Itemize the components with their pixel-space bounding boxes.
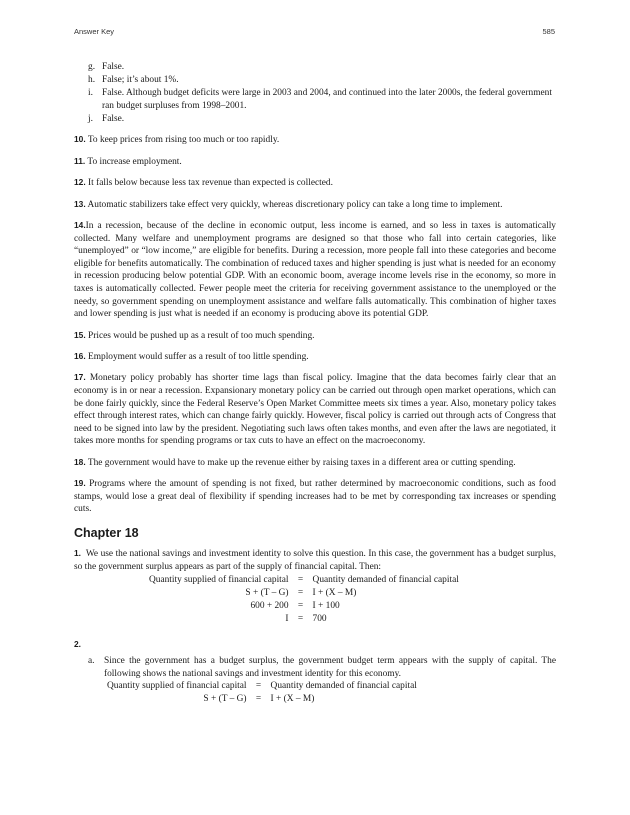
chapter-answer-2 [74,638,556,652]
equation-left: Quantity supplied of financial capital [149,574,289,585]
sub-answer-list [74,61,556,125]
answer-number: 14. [74,220,86,231]
equation-operator: = [297,600,304,611]
answer-17 [74,371,556,448]
sub-answer-text: False; it’s about 1%. [102,75,179,86]
answer-number: 17. [74,372,86,383]
sub-answer-letter: j. [88,113,93,124]
equation-right: Quantity demanded of financial capital [312,574,459,585]
answer-text: In a recession, because of the decline in economic output, less income is earned, and so less in taxes is automatically collected. Many welfare and unemployment programs are designed so that those who fall into certain categories, like “unemployed” or “low income,” are eligible for benefits. During a recession, more people fall into these categories and become eligible for benefits automatically. The combination of reduced taxes and higher spending is just what is needed for an economy in recession producing below potential GDP. With an economic boom, average income levels rise in the economy, so more in taxes is automatically collected. Fewer people meet the criteria for receiving government assistance to the unemployed or the needy, so government spending on unemployment assistance and welfare falls automatically. This combination of higher taxes and lower spending is just what is needed if an economy is producing above its potential GDP. [74,221,556,320]
equation-operator: = [297,613,304,624]
sub-answer-letter: h. [88,75,96,86]
answer-text: Programs where the amount of spending is not fixed, but rather determined by macroeconomic conditions, such as food stamps, would lose a great deal of flexibility if spending increases had to be met by corresponding tax increases or spending cuts. [74,479,556,515]
answer-11 [74,155,556,169]
equation-row [146,574,462,587]
answer-number: 10. [74,134,86,145]
answer-number: 15. [74,329,86,340]
answer-number: 11. [74,155,86,166]
equation-right: Quantity demanded of financial capital [270,681,417,692]
answer-text: Monetary policy probably has shorter time lags than fiscal policy. Imagine that the data becomes fairly clear that an economy is in or near a recession. Expansionary monetary policy can be carried out through open market operations, which can be done fairly quickly, since the Federal Reserve’s Open Market Committee meets six times a year. Also, monetary policy takes effect through interest rates, which can change fairly quickly. However, fiscal policy is carried out through acts of Congress that need to be signed into law by the president. Negotiating such laws often takes months, and even after the laws are negotiated, it takes more months for spending programs or tax cuts to have an effect on the macroeconomy. [74,373,557,447]
equation-left: Quantity supplied of financial capital [107,681,247,692]
answer-text: Automatic stabilizers take effect very quickly, whereas discretionary policy can take a long time to implement. [87,199,503,210]
equation-left: S + (T – G) [245,587,289,598]
sub-answer-text: False. [102,113,125,124]
answer-number: 19. [74,478,86,489]
answer-text: Prices would be pushed up as a result of too much spending. [88,330,315,341]
answer-number: 1. [74,548,81,559]
sub-answer-text: False. [102,62,125,72]
answer-14 [74,219,556,321]
equation-row [104,680,420,693]
answer-16 [74,350,556,364]
answer-18 [74,456,556,470]
chapter-answer-2a [88,655,556,680]
sub-answer-j [88,113,556,126]
answer-number: 12. [74,177,86,188]
sub-answer-letter: g. [88,62,96,72]
equation-row [146,587,462,600]
page-number: 585 [542,27,555,36]
equation-right: 700 [312,613,327,624]
equation-right: I + 100 [312,600,340,611]
equation-block-1 [146,574,462,626]
sub-answer-letter: a. [88,656,95,667]
equation-right: I + (X – M) [270,694,315,705]
answer-number: 16. [74,350,86,361]
answer-15 [74,329,556,343]
chapter-heading: Chapter 18 [74,525,139,540]
answer-key-content [74,61,556,706]
equation-operator: = [255,694,262,705]
equation-operator: = [297,587,304,598]
answer-number: 13. [74,198,86,209]
chapter-answer-1 [74,547,556,573]
answer-10 [74,133,556,147]
sub-answer-text: Since the government has a budget surplus, the government budget term appears with the supply of capital. The following shows the national savings and investment identity for this economy. [104,656,556,679]
answer-text: To keep prices from rising too much or too rapidly. [87,135,280,146]
answer-text: We use the national savings and investment identity to solve this question. In this case, the government has a budget surplus, so the government surplus appears as part of the supply of financial capital. Then: [74,549,556,573]
sub-answer-i [88,87,556,112]
answer-text: It falls below because less tax revenue than expected is collected. [88,178,333,189]
equation-block-2 [104,680,420,706]
equation-left: I [285,613,289,624]
equation-row [104,693,420,706]
answer-text: The government would have to make up the revenue either by raising taxes in a different area or cutting spending. [87,457,516,468]
answer-19 [74,477,556,516]
sub-answer-text: False. Although budget deficits were large in 2003 and 2004, and continued into the later 2000s, the federal government ran budget surpluses from 1998–2001. [102,88,552,111]
equation-row [146,600,462,613]
sub-answer-g [88,61,556,74]
answer-13 [74,198,556,212]
answer-number: 2. [74,638,81,649]
equation-right: I + (X – M) [312,587,357,598]
equation-row [146,613,462,626]
equation-operator: = [255,681,262,692]
equation-left: S + (T – G) [203,694,247,705]
equation-operator: = [297,574,304,585]
answer-number: 18. [74,456,86,467]
equation-left: 600 + 200 [250,600,289,611]
sub-answer-h [88,74,556,87]
answer-text: Employment would suffer as a result of too little spending. [88,351,309,362]
sub-answer-letter: i. [88,88,93,99]
answer-text: To increase employment. [87,156,182,167]
running-header-title: Answer Key [74,27,115,36]
answer-12 [74,176,556,190]
